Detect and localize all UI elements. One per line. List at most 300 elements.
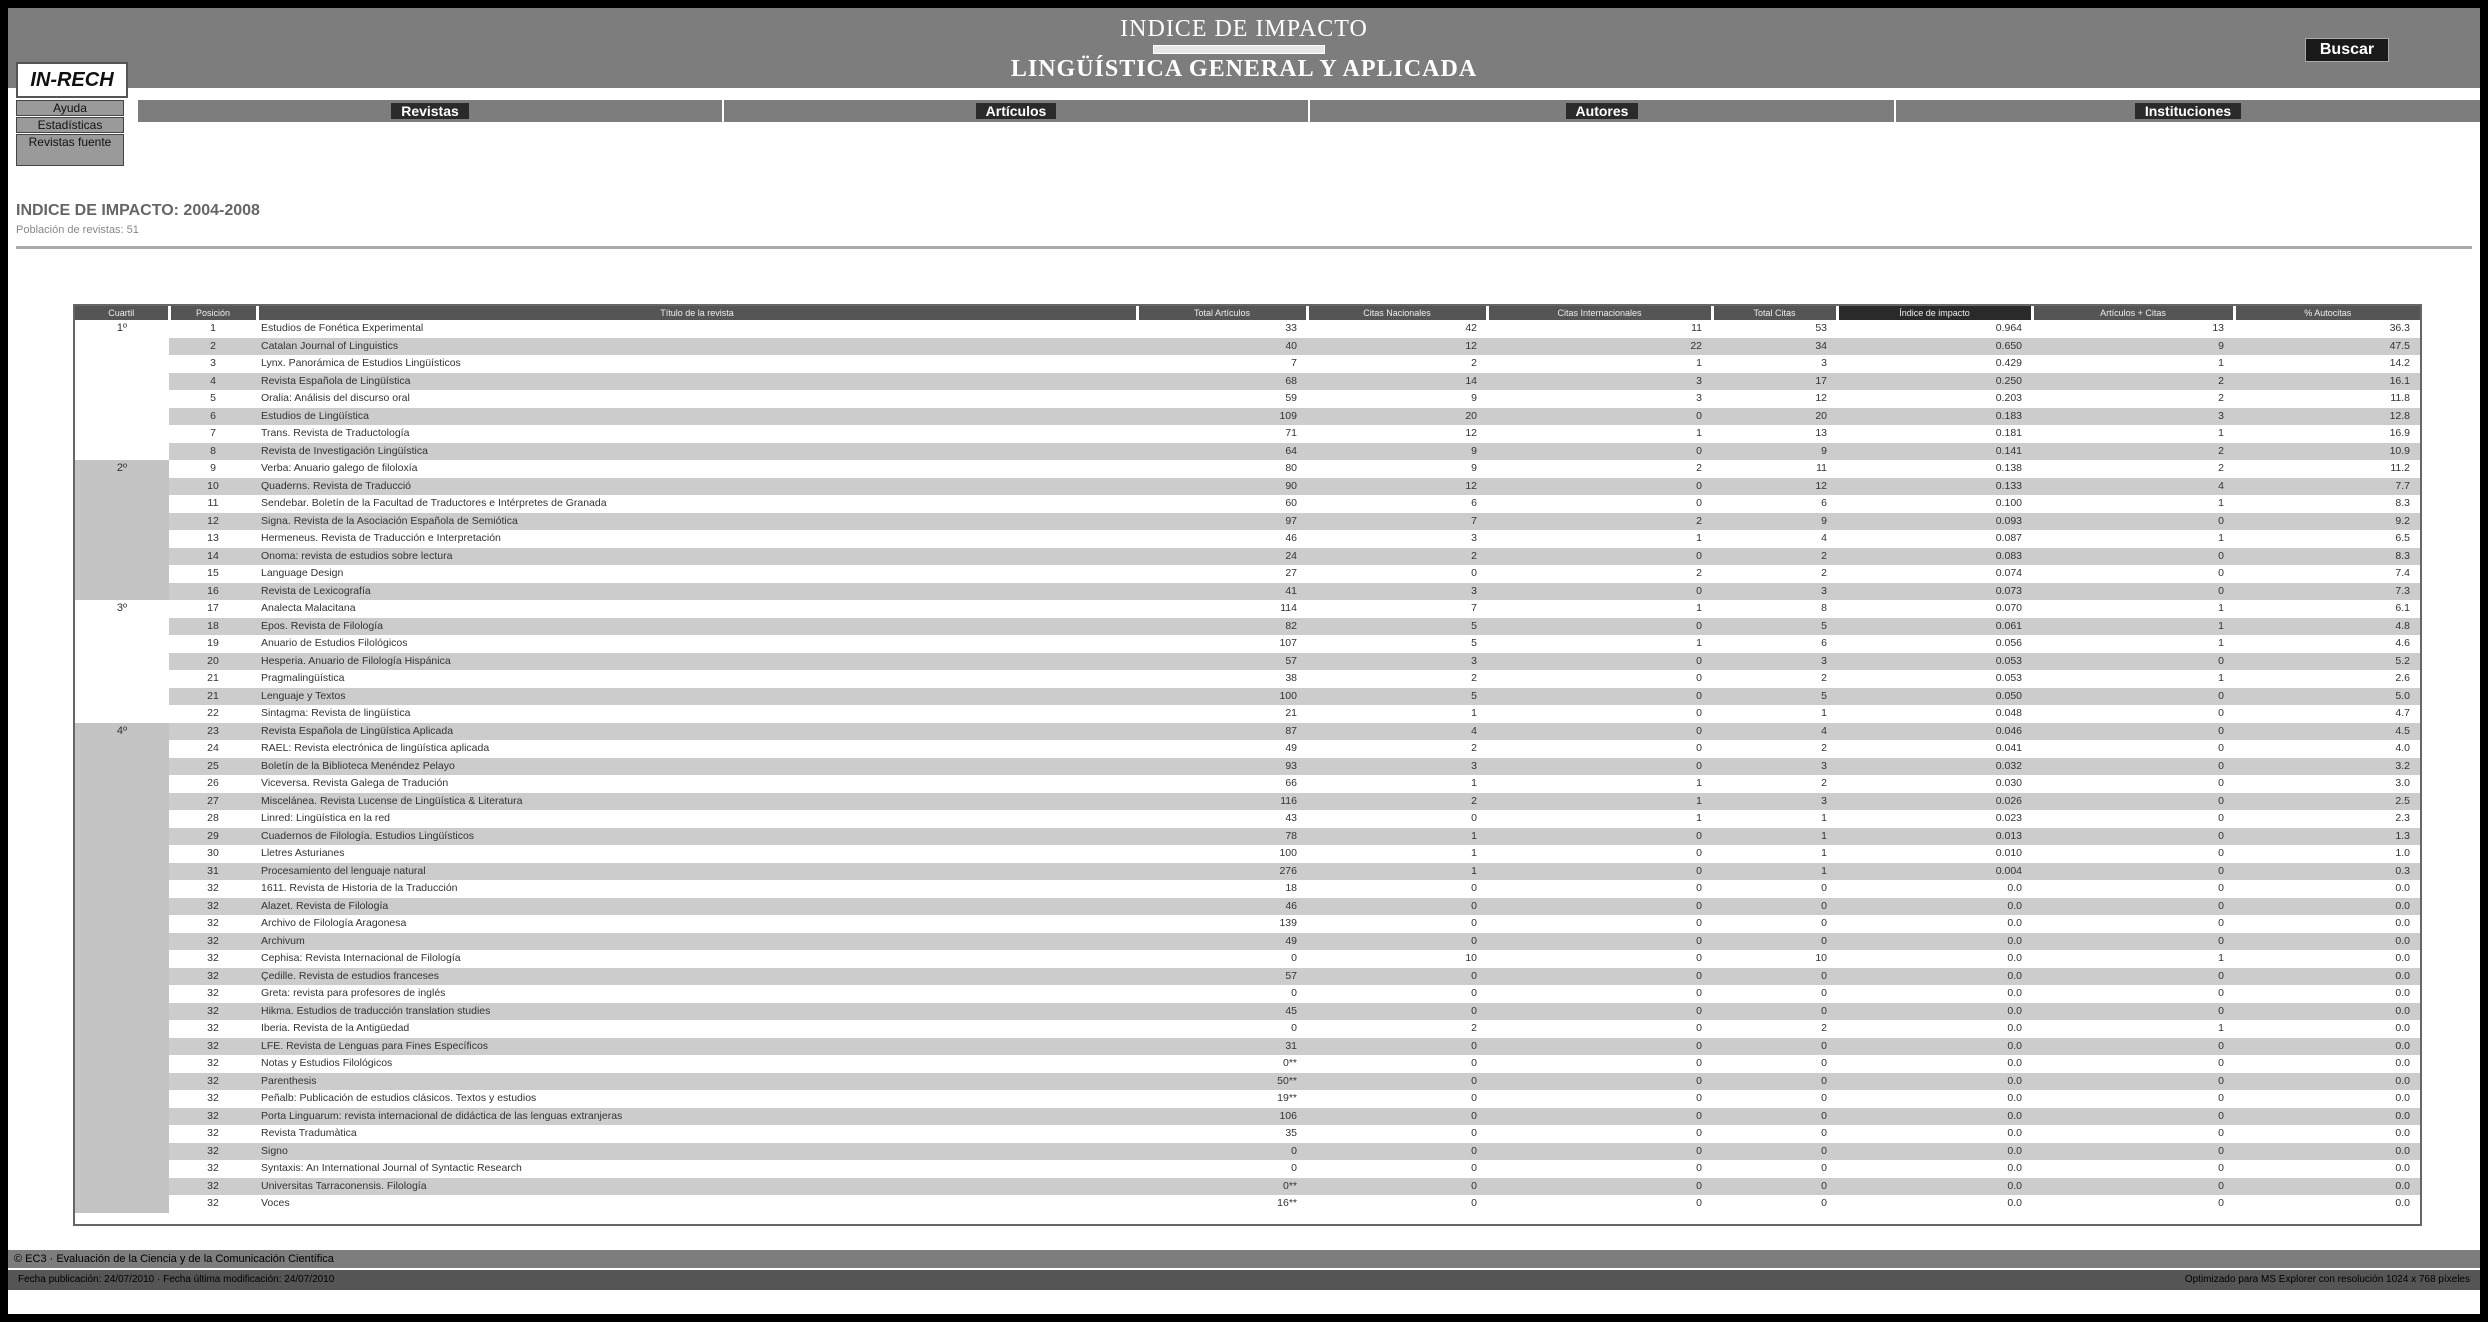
autocitas-cell: 9.2: [2234, 513, 2420, 531]
total-citas-cell: 6: [1821, 637, 1827, 649]
articulos-citas-cell: 0: [2218, 742, 2224, 754]
indice-impacto-cell: 0.203: [1995, 392, 2022, 404]
title-cell[interactable]: Signa. Revista de la Asociación Española de Semiótica: [257, 513, 1137, 531]
position-cell: 32: [207, 1057, 219, 1069]
position-cell: 1: [210, 322, 216, 334]
col-header-posicion[interactable]: Posición: [169, 306, 257, 320]
autocitas-cell: 2.6: [2395, 672, 2410, 684]
total-articulos-cell: 107: [1279, 637, 1297, 649]
title-cell[interactable]: Anuario de Estudios Filológicos: [261, 637, 408, 649]
citas-nacionales-cell: 0: [1471, 1197, 1477, 1209]
position-cell: 21: [169, 688, 257, 706]
citas-internacionales-cell: 0: [1696, 742, 1702, 754]
citas-internacionales-cell: 2: [1487, 513, 1712, 531]
table-row: [75, 548, 2420, 566]
total-articulos-cell: 21: [1285, 707, 1297, 719]
total-citas-cell: 5: [1712, 688, 1837, 706]
citas-nacionales-cell: 0: [1471, 1057, 1477, 1069]
title-cell[interactable]: Lenguaje y Textos: [257, 688, 1137, 706]
search-button[interactable]: Buscar: [2305, 38, 2389, 62]
articulos-citas-cell: 1: [2218, 952, 2224, 964]
citas-internacionales-cell: 0: [1487, 478, 1712, 496]
title-cell[interactable]: Language Design: [261, 567, 344, 579]
total-articulos-cell: 100: [1137, 688, 1307, 706]
table-row: [75, 793, 2420, 811]
total-articulos-cell: 57: [1137, 653, 1307, 671]
total-citas-cell: 5: [1712, 618, 1837, 636]
total-citas-cell: 10: [1815, 952, 1827, 964]
total-articulos-cell: 109: [1137, 408, 1307, 426]
title-cell[interactable]: Hesperia. Anuario de Filología Hispánica: [257, 653, 1137, 671]
indice-impacto-cell: 0.061: [1837, 618, 2032, 636]
citas-nacionales-cell: 0: [1307, 1178, 1487, 1196]
total-articulos-cell: 100: [1279, 847, 1297, 859]
citas-nacionales-cell: 9: [1471, 462, 1477, 474]
citas-internacionales-cell: 0: [1696, 882, 1702, 894]
citas-internacionales-cell: 0: [1696, 1162, 1702, 1174]
total-articulos-cell: 41: [1137, 583, 1307, 601]
autocitas-cell: 7.4: [2395, 567, 2410, 579]
articulos-citas-cell: 13: [2212, 322, 2224, 334]
position-cell: 32: [169, 1143, 257, 1161]
autocitas-cell: 6.1: [2395, 602, 2410, 614]
position-cell: 3: [210, 357, 216, 369]
table-row: [75, 915, 2420, 933]
title-cell[interactable]: Revista Española de Lingüística: [257, 373, 1137, 391]
tab-autores-label: Autores: [1566, 103, 1639, 119]
autocitas-cell: 2.5: [2234, 793, 2420, 811]
col-header-indice-impacto[interactable]: Índice de impacto: [1837, 306, 2032, 320]
indice-impacto-cell: 0.041: [1995, 742, 2022, 754]
total-articulos-cell: 33: [1285, 322, 1297, 334]
title-cell[interactable]: Signo: [257, 1143, 1137, 1161]
table-row: [75, 670, 2420, 688]
total-articulos-cell: 46: [1285, 532, 1297, 544]
title-cell[interactable]: Syntaxis: An International Journal of Syntactic Research: [261, 1162, 522, 1174]
autocitas-cell: 0.0: [2234, 1003, 2420, 1021]
title-cell[interactable]: Procesamiento del lenguaje natural: [257, 863, 1137, 881]
title-cell[interactable]: Universitas Tarraconensis. Filología: [257, 1178, 1137, 1196]
title-cell[interactable]: Notas y Estudios Filológicos: [261, 1057, 393, 1069]
indice-impacto-cell: 0.056: [1995, 637, 2022, 649]
page-title: INDICE DE IMPACTO: 2004-2008: [16, 202, 260, 219]
total-citas-cell: 0: [1821, 1057, 1827, 1069]
table-row: [75, 320, 2420, 338]
autocitas-cell: 4.8: [2234, 618, 2420, 636]
articulos-citas-cell: 0: [2032, 513, 2234, 531]
position-cell: 11: [207, 497, 219, 509]
citas-nacionales-cell: 0: [1471, 1092, 1477, 1104]
title-cell[interactable]: Epos. Revista de Filología: [257, 618, 1137, 636]
citas-nacionales-cell: 12: [1307, 338, 1487, 356]
title-cell[interactable]: Porta Linguarum: revista internacional de didáctica de las lenguas extranjeras: [257, 1108, 1137, 1126]
table-row: [75, 425, 2420, 443]
articulos-citas-cell: 4: [2032, 478, 2234, 496]
articulos-citas-cell: 3: [2032, 408, 2234, 426]
title-cell[interactable]: Sintagma: Revista de lingüística: [261, 707, 411, 719]
position-cell: 23: [169, 723, 257, 741]
divider: [16, 246, 2472, 249]
articulos-citas-cell: 0: [2032, 1143, 2234, 1161]
title-cell[interactable]: Archivum: [257, 933, 1137, 951]
autocitas-cell: 0.0: [2395, 1092, 2410, 1104]
articulos-citas-cell: 0: [2218, 882, 2224, 894]
title-cell[interactable]: Analecta Malacitana: [261, 602, 356, 614]
articulos-citas-cell: 0: [2218, 1057, 2224, 1069]
index-title: INDICE DE IMPACTO: [1120, 16, 1368, 42]
indice-impacto-cell: 0.0: [1837, 1143, 2032, 1161]
table-row: [75, 443, 2420, 461]
citas-nacionales-cell: 9: [1471, 392, 1477, 404]
citas-internacionales-cell: 0: [1487, 1073, 1712, 1091]
citas-internacionales-cell: 3: [1487, 373, 1712, 391]
total-citas-cell: 11: [1816, 462, 1827, 474]
citas-nacionales-cell: 0: [1307, 933, 1487, 951]
table-row: [75, 1195, 2420, 1213]
indice-impacto-cell: 0.0: [1837, 1108, 2032, 1126]
autocitas-cell: 4.0: [2395, 742, 2410, 754]
col-header-autocitas[interactable]: % Autocitas: [2234, 306, 2420, 320]
tab-instituciones[interactable]: [1896, 100, 2480, 122]
title-cell[interactable]: Voces: [261, 1197, 290, 1209]
title-cell[interactable]: Linred: Lingüística en la red: [261, 812, 390, 824]
articulos-citas-cell: 0: [2032, 688, 2234, 706]
total-citas-cell: 53: [1815, 322, 1827, 334]
title-cell[interactable]: Çedille. Revista de estudios franceses: [257, 968, 1137, 986]
citas-internacionales-cell: 1: [1696, 637, 1702, 649]
total-articulos-cell: 78: [1137, 828, 1307, 846]
title-cell[interactable]: Peñalb: Publicación de estudios clásicos. Textos y estudios: [261, 1092, 537, 1104]
articulos-citas-cell: 2: [2032, 373, 2234, 391]
col-header-cuartil[interactable]: Cuartil: [75, 306, 169, 320]
autocitas-cell: 0.0: [2395, 1057, 2410, 1069]
indice-impacto-cell: 0.100: [1995, 497, 2022, 509]
table-row: [75, 1038, 2420, 1056]
articulos-citas-cell: 0: [2218, 567, 2224, 579]
quartile-cell: 4º: [75, 723, 169, 1213]
articulos-citas-cell: 1: [2218, 637, 2224, 649]
title-cell[interactable]: Revista de Lexicografía: [257, 583, 1137, 601]
position-cell: 2: [169, 338, 257, 356]
indice-impacto-cell: 0.0: [2007, 1092, 2022, 1104]
col-header-citas-nacionales[interactable]: Citas Nacionales: [1307, 306, 1487, 320]
total-articulos-cell: 64: [1137, 443, 1307, 461]
title-cell[interactable]: Estudios de Fonética Experimental: [261, 322, 424, 334]
citas-internacionales-cell: 1: [1696, 532, 1702, 544]
indice-impacto-cell: 0.074: [1995, 567, 2022, 579]
total-articulos-cell: 68: [1137, 373, 1307, 391]
header: [8, 8, 2480, 88]
autocitas-cell: 3.0: [2395, 777, 2410, 789]
total-citas-cell: 3: [1712, 653, 1837, 671]
indice-impacto-cell: 0.013: [1837, 828, 2032, 846]
table-body: [75, 320, 2420, 1213]
citas-internacionales-cell: 0: [1696, 847, 1702, 859]
footer-info: [8, 1270, 2480, 1290]
tab-revistas[interactable]: [138, 100, 724, 122]
tab-instituciones-label: Instituciones: [2135, 103, 2241, 119]
total-citas-cell: 12: [1815, 392, 1827, 404]
articulos-citas-cell: 0: [2218, 1197, 2224, 1209]
articulos-citas-cell: 0: [2032, 583, 2234, 601]
citas-nacionales-cell: 2: [1307, 793, 1487, 811]
indice-impacto-cell: 0.053: [1837, 653, 2032, 671]
position-cell: 22: [207, 707, 219, 719]
title-cell[interactable]: 1611. Revista de Historia de la Traducción: [261, 882, 458, 894]
col-header-titulo[interactable]: Título de la revista: [257, 306, 1137, 320]
indice-impacto-cell: 0.048: [1995, 707, 2022, 719]
total-citas-cell: 0: [1712, 1143, 1837, 1161]
total-citas-cell: 0: [1821, 1092, 1827, 1104]
citas-internacionales-cell: 1: [1696, 602, 1702, 614]
sidebar-menu: [16, 100, 124, 167]
articulos-citas-cell: 2: [2218, 462, 2224, 474]
total-citas-cell: 0: [1712, 1178, 1837, 1196]
citas-internacionales-cell: 0: [1487, 933, 1712, 951]
citas-nacionales-cell: 1: [1307, 828, 1487, 846]
footer-dates: Fecha publicación: 24/07/2010 · Fecha última modificación: 24/07/2010: [18, 1274, 335, 1285]
articulos-citas-cell: 0: [2218, 847, 2224, 859]
title-cell[interactable]: Hikma. Estudios de traducción translation studies: [257, 1003, 1137, 1021]
total-citas-cell: 2: [1821, 742, 1827, 754]
citas-nacionales-cell: 3: [1471, 532, 1477, 544]
indice-impacto-cell: 0.087: [1995, 532, 2022, 544]
total-citas-cell: 8: [1821, 602, 1827, 614]
title-cell[interactable]: Lynx. Panorámica de Estudios Lingüísticos: [261, 357, 461, 369]
autocitas-cell: 11.2: [2390, 462, 2410, 474]
autocitas-cell: 0.0: [2395, 917, 2410, 929]
indice-impacto-cell: 0.0: [1837, 968, 2032, 986]
citas-internacionales-cell: 0: [1696, 1127, 1702, 1139]
index-subject: LINGÜÍSTICA GENERAL Y APLICADA: [1010, 56, 1478, 82]
total-citas-cell: 3: [1821, 357, 1827, 369]
citas-internacionales-cell: 0: [1487, 1108, 1712, 1126]
citas-internacionales-cell: 0: [1696, 672, 1702, 684]
articulos-citas-cell: 1: [2218, 497, 2224, 509]
title-cell[interactable]: LFE. Revista de Lenguas para Fines Específicos: [257, 1038, 1137, 1056]
citas-internacionales-cell: 1: [1696, 777, 1702, 789]
citas-nacionales-cell: 7: [1471, 602, 1477, 614]
title-cell[interactable]: Boletín de la Biblioteca Menéndez Pelayo: [257, 758, 1137, 776]
articulos-citas-cell: 1: [2218, 672, 2224, 684]
total-citas-cell: 2: [1821, 672, 1827, 684]
total-articulos-cell: 80: [1285, 462, 1297, 474]
total-citas-cell: 17: [1712, 373, 1837, 391]
total-citas-cell: 12: [1712, 478, 1837, 496]
col-header-total-articulos[interactable]: Total Artículos: [1137, 306, 1307, 320]
position-cell: 13: [207, 532, 219, 544]
indice-impacto-cell: 0.070: [1995, 602, 2022, 614]
articulos-citas-cell: 0: [2218, 1127, 2224, 1139]
citas-nacionales-cell: 3: [1307, 583, 1487, 601]
articulos-citas-cell: 0: [2032, 898, 2234, 916]
table-row: [75, 775, 2420, 793]
title-cell[interactable]: Sendebar. Boletín de la Facultad de Traductores e Intérpretes de Granada: [261, 497, 607, 509]
table-row: [75, 653, 2420, 671]
citas-nacionales-cell: 5: [1471, 637, 1477, 649]
title-cell[interactable]: Onoma: revista de estudios sobre lectura: [257, 548, 1137, 566]
title-cell[interactable]: Revista de Investigación Lingüística: [257, 443, 1137, 461]
citas-internacionales-cell: 0: [1696, 497, 1702, 509]
total-articulos-cell: 90: [1137, 478, 1307, 496]
title-cell[interactable]: Alazet. Revista de Filología: [257, 898, 1137, 916]
articulos-citas-cell: 2: [2218, 392, 2224, 404]
citas-nacionales-cell: 12: [1307, 478, 1487, 496]
table-row: [75, 513, 2420, 531]
sidebar-item-revistas-fuente[interactable]: Revistas fuente: [16, 134, 124, 166]
position-cell: 5: [210, 392, 216, 404]
tab-autores[interactable]: [1310, 100, 1896, 122]
position-cell: 29: [169, 828, 257, 846]
articulos-citas-cell: 0: [2218, 707, 2224, 719]
title-cell[interactable]: Revista Española de Lingüística Aplicada: [257, 723, 1137, 741]
autocitas-cell: 0.0: [2395, 952, 2410, 964]
citas-internacionales-cell: 1: [1696, 812, 1702, 824]
total-citas-cell: 20: [1712, 408, 1837, 426]
table-row: [75, 1003, 2420, 1021]
autocitas-cell: 7.3: [2234, 583, 2420, 601]
indice-impacto-cell: 0.0: [1837, 898, 2032, 916]
title-cell[interactable]: Viceversa. Revista Galega de Tradución: [261, 777, 449, 789]
indice-impacto-cell: 0.0: [2007, 1057, 2022, 1069]
total-citas-cell: 0: [1821, 1127, 1827, 1139]
title-cell[interactable]: Oralia: Análisis del discurso oral: [261, 392, 410, 404]
citas-internacionales-cell: 0: [1487, 828, 1712, 846]
articulos-citas-cell: 0: [2032, 1178, 2234, 1196]
citas-internacionales-cell: 0: [1487, 443, 1712, 461]
citas-nacionales-cell: 0: [1471, 1127, 1477, 1139]
position-cell: 32: [207, 987, 219, 999]
total-articulos-cell: 66: [1285, 777, 1297, 789]
title-cell[interactable]: Miscelánea. Revista Lucense de Lingüística & Literatura: [257, 793, 1137, 811]
indice-impacto-cell: 0.053: [1995, 672, 2022, 684]
autocitas-cell: 5.2: [2234, 653, 2420, 671]
citas-internacionales-cell: 0: [1696, 1197, 1702, 1209]
citas-nacionales-cell: 2: [1471, 672, 1477, 684]
indice-impacto-cell: 0.0: [1837, 1003, 2032, 1021]
table-row: [75, 688, 2420, 706]
table-row: [75, 1108, 2420, 1126]
table-row: [75, 1125, 2420, 1143]
total-citas-cell: 0: [1821, 1197, 1827, 1209]
sidebar-item-ayuda[interactable]: Ayuda: [16, 100, 124, 116]
table-row: [75, 933, 2420, 951]
articulos-citas-cell: 0: [2032, 1108, 2234, 1126]
total-articulos-cell: 31: [1137, 1038, 1307, 1056]
position-cell: 32: [169, 933, 257, 951]
col-header-articulos-citas[interactable]: Artículos + Citas: [2032, 306, 2234, 320]
citas-internacionales-cell: 0: [1487, 968, 1712, 986]
table-row: [75, 810, 2420, 828]
tab-articulos[interactable]: [724, 100, 1310, 122]
autocitas-cell: 0.0: [2234, 1178, 2420, 1196]
citas-nacionales-cell: 0: [1307, 968, 1487, 986]
position-cell: 32: [207, 882, 219, 894]
table-row: [75, 495, 2420, 513]
title-cell[interactable]: Quaderns. Revista de Traducció: [257, 478, 1137, 496]
title-cell[interactable]: Greta: revista para profesores de inglés: [261, 987, 446, 999]
in-rech-logo[interactable]: IN-RECH: [16, 62, 128, 98]
col-header-total-citas[interactable]: Total Citas: [1712, 306, 1837, 320]
indice-impacto-cell: 0.183: [1837, 408, 2032, 426]
title-cell[interactable]: Archivo de Filología Aragonesa: [261, 917, 407, 929]
position-cell: 32: [207, 1092, 219, 1104]
title-cell[interactable]: Iberia. Revista de la Antigüedad: [261, 1022, 410, 1034]
citas-internacionales-cell: 2: [1696, 462, 1702, 474]
autocitas-cell: 0.0: [2234, 1073, 2420, 1091]
position-cell: 32: [207, 917, 219, 929]
indice-impacto-cell: 0.650: [1837, 338, 2032, 356]
main-nav: [138, 100, 2480, 122]
col-header-citas-internacionales[interactable]: Citas Internacionales: [1487, 306, 1712, 320]
autocitas-cell: 14.2: [2389, 357, 2410, 369]
table-row: [75, 863, 2420, 881]
title-cell[interactable]: RAEL: Revista electrónica de lingüística aplicada: [261, 742, 490, 754]
total-articulos-cell: 276: [1137, 863, 1307, 881]
citas-nacionales-cell: 0: [1471, 567, 1477, 579]
table-row: [75, 898, 2420, 916]
position-cell: 30: [207, 847, 219, 859]
citas-internacionales-cell: 0: [1487, 688, 1712, 706]
title-cell[interactable]: Parenthesis: [257, 1073, 1137, 1091]
citas-nacionales-cell: 0: [1471, 987, 1477, 999]
title-cell[interactable]: Trans. Revista de Traductología: [261, 427, 410, 439]
indice-impacto-cell: 0.050: [1837, 688, 2032, 706]
title-cell[interactable]: Catalan Journal of Linguistics: [257, 338, 1137, 356]
total-articulos-cell: 97: [1137, 513, 1307, 531]
indice-impacto-cell: 0.0: [1837, 933, 2032, 951]
position-cell: 32: [169, 1178, 257, 1196]
title-cell[interactable]: Cuadernos de Filología. Estudios Lingüísticos: [257, 828, 1137, 846]
total-citas-cell: 0: [1712, 933, 1837, 951]
table-row: [75, 950, 2420, 968]
articulos-citas-cell: 0: [2032, 828, 2234, 846]
indice-impacto-cell: 0.138: [1995, 462, 2022, 474]
articulos-citas-cell: 1: [2218, 357, 2224, 369]
title-cell[interactable]: Hermeneus. Revista de Traducción e Interpretación: [261, 532, 501, 544]
total-citas-cell: 2: [1821, 777, 1827, 789]
total-articulos-cell: 16**: [1277, 1197, 1297, 1209]
articulos-citas-cell: 0: [2218, 1092, 2224, 1104]
title-cell[interactable]: Verba: Anuario galego de filoloxía: [261, 462, 418, 474]
articulos-citas-cell: 0: [2032, 863, 2234, 881]
position-cell: 31: [169, 863, 257, 881]
title-cell[interactable]: Pragmalingüística: [261, 672, 345, 684]
total-citas-cell: 13: [1815, 427, 1827, 439]
citas-internacionales-cell: 0: [1487, 898, 1712, 916]
indice-impacto-cell: 0.083: [1837, 548, 2032, 566]
title-cell[interactable]: Cephisa: Revista Internacional de Filología: [261, 952, 461, 964]
title-cell[interactable]: Estudios de Lingüística: [257, 408, 1137, 426]
citas-nacionales-cell: 0: [1307, 898, 1487, 916]
autocitas-cell: 4.5: [2234, 723, 2420, 741]
total-articulos-cell: 49: [1137, 933, 1307, 951]
position-cell: 32: [169, 898, 257, 916]
title-cell[interactable]: Revista Tradumàtica: [261, 1127, 357, 1139]
sidebar-item-estadisticas[interactable]: Estadísticas: [16, 117, 124, 133]
autocitas-cell: 0.0: [2234, 1143, 2420, 1161]
autocitas-cell: 0.0: [2395, 987, 2410, 999]
total-citas-cell: 1: [1821, 812, 1827, 824]
table-row: [75, 355, 2420, 373]
title-cell[interactable]: Lletres Asturianes: [261, 847, 345, 859]
citas-internacionales-cell: 0: [1487, 653, 1712, 671]
indice-impacto-cell: 0.250: [1837, 373, 2032, 391]
citas-internacionales-cell: 2: [1696, 567, 1702, 579]
total-citas-cell: 0: [1712, 1073, 1837, 1091]
citas-nacionales-cell: 1: [1307, 863, 1487, 881]
total-articulos-cell: 82: [1137, 618, 1307, 636]
